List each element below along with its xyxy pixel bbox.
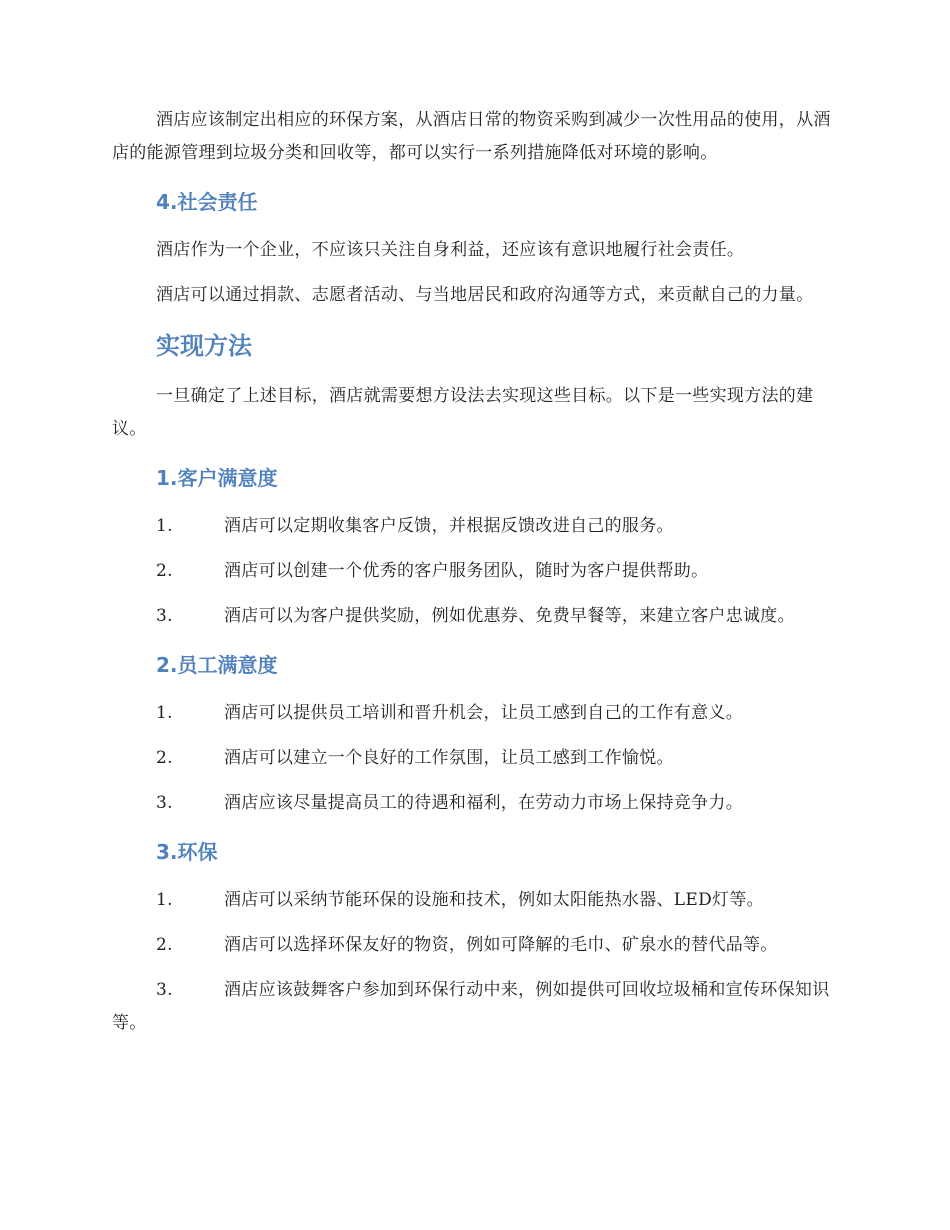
list-number: 2. xyxy=(156,748,173,768)
list-number: 1. xyxy=(156,890,173,910)
list-text: 酒店可以选择环保友好的物资，例如可降解的毛巾、矿泉水的替代品等。 xyxy=(224,935,778,955)
list-item xyxy=(112,697,838,730)
list-text: 酒店应该鼓舞客户参加到环保行动中来，例如提供可回收垃圾桶和宣传环保知识等。 xyxy=(112,980,830,1033)
list-text: 酒店可以提供员工培训和晋升机会，让员工感到自己的工作有意义。 xyxy=(224,703,743,723)
intro-paragraph: 酒店应该制定出相应的环保方案，从酒店日常的物资采购到减少一次性用品的使用，从酒店的能源管理到垃圾分类和回收等，都可以实行一系列措施降低对环境的影响。 xyxy=(112,110,831,163)
list-item xyxy=(112,787,838,820)
section-title-methods: 实现方法 xyxy=(156,332,252,360)
document-page xyxy=(112,104,838,1040)
methods-intro-paragraph: 一旦确定了上述目标，酒店就需要想方设法去实现这些目标。以下是一些实现方法的建议。 xyxy=(112,386,814,439)
list-number: 2. xyxy=(156,935,173,955)
list-text: 酒店可以为客户提供奖励，例如优惠券、免费早餐等，来建立客户忠诚度。 xyxy=(224,606,795,626)
list-item xyxy=(112,929,838,962)
list-number: 1. xyxy=(156,703,173,723)
list-item xyxy=(112,510,838,543)
list-number: 2. xyxy=(156,561,173,581)
list-item xyxy=(112,742,838,775)
social-paragraph-1: 酒店作为一个企业，不应该只关注自身利益，还应该有意识地履行社会责任。 xyxy=(156,240,745,260)
list-text: 酒店可以定期收集客户反馈，并根据反馈改进自己的服务。 xyxy=(224,516,674,536)
section-heading-social-responsibility: 4.社会责任 xyxy=(156,190,258,214)
list-item xyxy=(112,600,838,633)
list-text: 酒店应该尽量提高员工的待遇和福利，在劳动力市场上保持竞争力。 xyxy=(224,793,743,813)
list-item xyxy=(112,555,838,588)
section-heading-environment: 3.环保 xyxy=(156,840,218,864)
list-item xyxy=(112,974,838,1040)
list-text: 酒店可以建立一个良好的工作氛围，让员工感到工作愉悦。 xyxy=(224,748,674,768)
section-heading-employee-satisfaction: 2.员工满意度 xyxy=(156,653,278,677)
list-item xyxy=(112,884,838,917)
list-text: 酒店可以创建一个优秀的客户服务团队，随时为客户提供帮助。 xyxy=(224,561,709,581)
section-heading-customer-satisfaction: 1.客户满意度 xyxy=(156,466,278,490)
list-number: 3. xyxy=(156,606,173,626)
list-number: 3. xyxy=(156,980,173,1000)
list-number: 1. xyxy=(156,516,173,536)
social-paragraph-2: 酒店可以通过捐款、志愿者活动、与当地居民和政府沟通等方式，来贡献自己的力量。 xyxy=(156,285,814,305)
list-text: 酒店可以采纳节能环保的设施和技术，例如太阳能热水器、LED灯等。 xyxy=(224,890,764,910)
list-number: 3. xyxy=(156,793,173,813)
